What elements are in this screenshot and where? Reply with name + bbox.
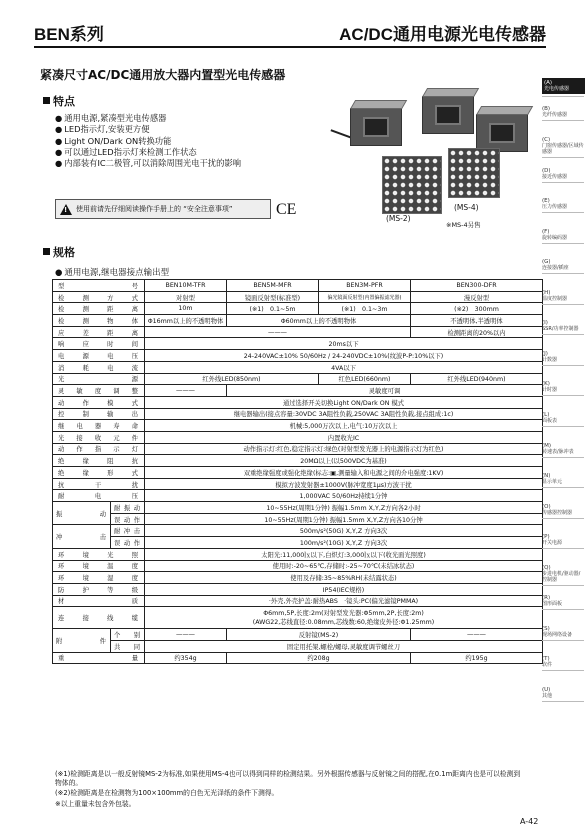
table-cell: (※1) 0.1~5m bbox=[227, 303, 319, 315]
feature-item: ● 内部装有IC二极管,可以消除周围光电干扰的影响 bbox=[55, 158, 241, 169]
table-cell: 500m/s²(50G) X,Y,Z 方向3次 bbox=[145, 525, 543, 537]
table-row bbox=[53, 361, 543, 373]
row-label: 电源电压 bbox=[53, 350, 145, 362]
side-index-label: 其他 bbox=[542, 693, 553, 699]
side-index-tab[interactable] bbox=[542, 198, 585, 210]
series-title: BEN系列 bbox=[34, 25, 104, 44]
side-index-tab[interactable] bbox=[542, 137, 585, 155]
side-index-code: (R) bbox=[542, 595, 551, 601]
footnote: (※2)检测距离是在检测物为100×100mm的白色无光泽纸的条件下测得。 bbox=[55, 789, 279, 797]
side-index-code: (L) bbox=[542, 412, 550, 418]
sensor-body bbox=[350, 108, 402, 146]
table-row bbox=[53, 455, 543, 467]
side-index-code: (D) bbox=[542, 168, 551, 174]
side-index-tab[interactable] bbox=[542, 320, 585, 332]
row-label: 光源 bbox=[53, 373, 145, 385]
row-label: 检测方式 bbox=[53, 291, 145, 303]
table-row bbox=[53, 652, 543, 664]
square-bullet-icon bbox=[43, 248, 50, 255]
table-cell: 使用及存储:35~85%RH(未结露状态) bbox=[145, 572, 543, 584]
side-index-label: 压力传感器 bbox=[542, 204, 568, 210]
spec-table bbox=[52, 279, 543, 664]
side-index-tab[interactable] bbox=[542, 290, 585, 302]
side-index-label: 图形面板 bbox=[542, 601, 563, 607]
cable-line: Φ6mm,5P,长度:2m(对射型发光器:Φ5mm,2P,长度:2m) bbox=[263, 609, 424, 617]
table-cell: 10~55Hz(周期1分钟) 振幅1.5mm X,Y,Z方向各10分钟 bbox=[145, 513, 543, 525]
side-index-label: 计时器 bbox=[542, 387, 558, 393]
model-cell: BEN300-DFR bbox=[411, 280, 543, 292]
table-cell: 对射型 bbox=[145, 291, 227, 303]
table-cell: 通过选择开关切换Light ON/Dark ON 模式 bbox=[145, 396, 543, 408]
side-index-label: 光电传感器 bbox=[544, 86, 570, 92]
row-sublabel: 误动作 bbox=[111, 513, 145, 525]
side-index-code: (N) bbox=[542, 473, 551, 479]
side-index-label: 步进电机/驱动器/控制器 bbox=[542, 571, 581, 583]
product-title: AC/DC通用电源光电传感器 bbox=[339, 25, 546, 44]
row-sublabel: 共同 bbox=[111, 640, 145, 652]
feature-item: ● 可以通过LED指示灯来检测工作状态 bbox=[55, 147, 241, 158]
table-cell: 红外线LED(850nm) bbox=[145, 373, 319, 385]
table-cell: 20MΩ以上(以500VDC为基准) bbox=[145, 455, 543, 467]
table-cell: 固定用托架,螺栓/螺母,灵敏度调节螺丝刀 bbox=[145, 640, 543, 652]
row-label: 抗干扰 bbox=[53, 478, 145, 490]
table-row bbox=[53, 607, 543, 629]
table-row bbox=[53, 291, 543, 303]
table-row bbox=[53, 560, 543, 572]
table-cell: 10~55Hz(周期1分钟) 振幅1.5mm X,Y,Z方向各2小时 bbox=[145, 502, 543, 514]
side-index-tab[interactable] bbox=[542, 534, 585, 546]
table-row bbox=[53, 467, 543, 479]
side-index-tab[interactable] bbox=[542, 78, 585, 94]
table-row bbox=[53, 502, 543, 514]
safety-warning bbox=[55, 199, 271, 219]
spec-heading: 规格 bbox=[43, 244, 75, 260]
row-label: 环境光照 bbox=[53, 548, 145, 560]
row-label: 绝缘形式 bbox=[53, 467, 145, 479]
table-cell: 红色LED(660nm) bbox=[319, 373, 411, 385]
table-cell: 1,000VAC 50/60Hz持续1分钟 bbox=[145, 490, 543, 502]
features-list bbox=[55, 113, 241, 169]
row-label: 材质 bbox=[53, 595, 145, 607]
side-index-label: 连接器/插座 bbox=[542, 265, 569, 271]
row-label: 控制输出 bbox=[53, 408, 145, 420]
feature-item: ● 通用电源,紧凑型光电传感器 bbox=[55, 113, 241, 124]
side-index-label: 开关电源 bbox=[542, 540, 563, 546]
table-cell: Φ16mm以上的不透明物体 bbox=[145, 315, 227, 327]
row-label: 响应时间 bbox=[53, 338, 145, 350]
table-row bbox=[53, 595, 543, 607]
side-index-tab[interactable] bbox=[542, 687, 585, 699]
table-row bbox=[53, 303, 543, 315]
table-row bbox=[53, 396, 543, 408]
row-label: 振动 bbox=[53, 502, 111, 525]
table-cell: 红外线LED(940nm) bbox=[411, 373, 543, 385]
feature-item: ● Light ON/Dark ON转换功能 bbox=[55, 136, 241, 147]
side-index-tab[interactable] bbox=[542, 168, 585, 180]
side-index-code: (H) bbox=[542, 290, 551, 296]
row-label: 防护等级 bbox=[53, 583, 145, 595]
warning-text: 使用前请先仔细阅读操作手册上的 “安全注意事项” bbox=[76, 205, 233, 213]
table-cell: 继电器输出(接点容量:30VDC 3A阻性负载,250VAC 3A阻性负载,接点组成:1c) bbox=[145, 408, 543, 420]
row-label: 应差距离 bbox=[53, 326, 145, 338]
side-index-code: (I) bbox=[542, 320, 548, 326]
table-cell: 反射镜(MS-2) bbox=[227, 629, 411, 641]
table-cell: 动作指示灯:红色,稳定指示灯:绿色(对射型发光器上的电源指示灯为红色) bbox=[145, 443, 543, 455]
table-cell: IP54(IEC规格) bbox=[145, 583, 543, 595]
table-cell: 镜面反射型(标准型) bbox=[227, 291, 319, 303]
table-row bbox=[53, 490, 543, 502]
side-index-label: 接近传感器 bbox=[542, 174, 568, 180]
side-index-tab[interactable] bbox=[542, 259, 585, 271]
table-row bbox=[53, 431, 543, 443]
row-label: 动作指示灯 bbox=[53, 443, 145, 455]
row-label: 环境温度 bbox=[53, 560, 145, 572]
side-index-tab[interactable] bbox=[542, 504, 585, 516]
footnote: ※以上重量未包含外包装。 bbox=[55, 799, 136, 808]
side-index-label: 光纤传感器 bbox=[542, 112, 568, 118]
side-index-code: (C) bbox=[542, 137, 551, 143]
side-index-label: 面板表 bbox=[542, 418, 558, 424]
row-sublabel: 耐冲击 bbox=[111, 525, 145, 537]
side-index-label: 旋转编码器 bbox=[542, 235, 568, 241]
sensor-body bbox=[476, 114, 528, 152]
table-row bbox=[53, 583, 543, 595]
page-number: A-42 bbox=[520, 817, 539, 826]
table-cell: ——— bbox=[145, 385, 227, 397]
row-label: 型号 bbox=[53, 280, 145, 292]
table-row bbox=[53, 525, 543, 537]
table-row bbox=[53, 385, 543, 397]
model-cell: BEN10M-TFR bbox=[145, 280, 227, 292]
side-index-tab[interactable] bbox=[542, 595, 585, 607]
table-cell: 20ms以下 bbox=[145, 338, 543, 350]
table-cell: 10m bbox=[145, 303, 227, 315]
reflector-ms4 bbox=[448, 148, 500, 198]
row-label: 检测物体 bbox=[53, 315, 145, 327]
table-cell: 太阳光:11,000㏓以下,白炽灯:3,000㏓以下(收光面光照度) bbox=[145, 548, 543, 560]
product-photo bbox=[330, 86, 540, 231]
side-index-code: (T) bbox=[542, 656, 550, 662]
side-index-code: (A) bbox=[544, 80, 553, 86]
reflector-ms2 bbox=[382, 156, 442, 214]
row-sublabel: 个别 bbox=[111, 629, 145, 641]
table-cell: 不透明体,半透明体 bbox=[411, 315, 543, 327]
table-cell: (※2) 300mm bbox=[411, 303, 543, 315]
side-index-tab[interactable] bbox=[542, 443, 585, 455]
table-cell: 约354g bbox=[145, 652, 227, 664]
table-row bbox=[53, 513, 543, 525]
side-index-code: (O) bbox=[542, 504, 551, 510]
side-index-tab[interactable] bbox=[542, 229, 585, 241]
table-row bbox=[53, 537, 543, 549]
side-index-code: (E) bbox=[542, 198, 550, 204]
table-cell bbox=[145, 607, 543, 629]
side-index-code: (M) bbox=[542, 443, 552, 449]
table-cell: 约195g bbox=[411, 652, 543, 664]
table-cell: 偏光镜面反射型(内置偏振滤光器) bbox=[319, 291, 411, 303]
side-index-tab[interactable] bbox=[542, 381, 585, 393]
row-label: 连接线缆 bbox=[53, 607, 145, 629]
table-cell: 灵敏度可调 bbox=[227, 385, 543, 397]
table-cell: ——— bbox=[411, 629, 543, 641]
side-index-tab[interactable] bbox=[542, 412, 585, 424]
row-label: 绝缘阻抗 bbox=[53, 455, 145, 467]
table-cell: ——— bbox=[145, 629, 227, 641]
side-index-code: (J) bbox=[542, 351, 548, 357]
side-index-tab[interactable] bbox=[542, 473, 585, 485]
spec-subheading: ● 通用电源,继电器接点输出型 bbox=[55, 266, 169, 278]
table-row bbox=[53, 420, 543, 432]
side-index-label: 传感器控制器 bbox=[542, 510, 573, 516]
side-index-label: 转速表/脉冲表 bbox=[542, 449, 574, 455]
footnote: (※1)检测距离是以一般反射镜MS-2为标准,如果使用MS-4也可以得到同样的检测结果。另外根据传感器与反射镜之间的搭配,在0.1m距离内也是可以检测到物体的。 bbox=[55, 770, 521, 787]
table-cell: 内置收光IC bbox=[145, 431, 543, 443]
table-cell: Φ60mm以上的不透明物体 bbox=[227, 315, 411, 327]
table-cell: 双重绝缘强度或强化绝缘(标志:▣,测量输入和电源之间的介电强度:1KV) bbox=[145, 467, 543, 479]
side-index-code: (F) bbox=[542, 229, 550, 235]
table-cell: 模拟方波发射器±1000V(脉冲宽度1μs)方波干扰 bbox=[145, 478, 543, 490]
table-row bbox=[53, 640, 543, 652]
side-index-label: 软件 bbox=[542, 662, 553, 668]
model-cell: BEN3M-PFR bbox=[319, 280, 411, 292]
table-cell: 100m/s²(10G) X,Y,Z 方向3次 bbox=[145, 537, 543, 549]
side-index-label: SSR/功率控制器 bbox=[542, 326, 579, 332]
model-cell: BEN5M-MFR bbox=[227, 280, 319, 292]
side-index-tab[interactable] bbox=[542, 351, 585, 363]
row-sublabel: 耐振动 bbox=[111, 502, 145, 514]
row-label: 附件 bbox=[53, 629, 111, 652]
table-row bbox=[53, 350, 543, 362]
sensor-body bbox=[422, 96, 474, 134]
table-cell: ——— bbox=[145, 326, 411, 338]
table-row bbox=[53, 315, 543, 327]
table-cell: (※1) 0.1~3m bbox=[319, 303, 411, 315]
table-row bbox=[53, 443, 543, 455]
table-row bbox=[53, 373, 543, 385]
row-label: 重量 bbox=[53, 652, 145, 664]
side-index-code: (U) bbox=[542, 687, 551, 693]
table-row bbox=[53, 280, 543, 292]
row-label: 检测距离 bbox=[53, 303, 145, 315]
square-bullet-icon bbox=[43, 97, 50, 104]
features-heading: 特点 bbox=[43, 93, 75, 109]
feature-item: ● LED指示灯,安装更方便 bbox=[55, 124, 241, 135]
table-row bbox=[53, 408, 543, 420]
side-index-code: (B) bbox=[542, 106, 551, 112]
side-index-label: 计数器 bbox=[542, 357, 558, 363]
page-header bbox=[34, 18, 546, 48]
table-cell: 约208g bbox=[227, 652, 411, 664]
side-index-code: (S) bbox=[542, 626, 550, 632]
row-label: 环境湿度 bbox=[53, 572, 145, 584]
row-label: 继电器寿命 bbox=[53, 420, 145, 432]
side-index-label: 门窗传感器/区域传感器 bbox=[542, 143, 584, 155]
row-label: 灵敏度调整 bbox=[53, 385, 145, 397]
side-index-code: (Q) bbox=[542, 565, 551, 571]
ms4-label: (MS-4) bbox=[454, 203, 479, 212]
side-index-tab[interactable] bbox=[542, 626, 585, 638]
row-label: 耐电压 bbox=[53, 490, 145, 502]
table-cell: 24-240VAC±10% 50/60Hz / 24-240VDC±10%(纹波P-P:10%以下) bbox=[145, 350, 543, 362]
row-sublabel: 误动作 bbox=[111, 537, 145, 549]
side-index-code: (P) bbox=[542, 534, 550, 540]
ms2-label: (MS-2) bbox=[386, 214, 411, 223]
side-index-label: 现场网络设备 bbox=[542, 632, 573, 638]
table-cell: 4VA以下 bbox=[145, 361, 543, 373]
cable-line: (AWG22,芯线直径:0.08mm,芯线数:60,绝缘皮外径:Φ1.25mm) bbox=[252, 618, 435, 626]
ms4-note: ※MS-4另售 bbox=[446, 221, 481, 229]
row-label: 光接收元件 bbox=[53, 431, 145, 443]
table-row bbox=[53, 629, 543, 641]
side-index-tab[interactable] bbox=[542, 656, 585, 668]
side-index-label: 温度控制器 bbox=[542, 296, 568, 302]
side-index-code: (G) bbox=[542, 259, 551, 265]
row-label: 动作模式 bbox=[53, 396, 145, 408]
table-row bbox=[53, 338, 543, 350]
table-cell: 使用时:-20~65℃,存储时:-25~70℃(未结冰状态) bbox=[145, 560, 543, 572]
side-index-tab[interactable] bbox=[542, 565, 585, 583]
table-row bbox=[53, 548, 543, 560]
warning-icon bbox=[60, 204, 72, 215]
table-cell: 机械:5,000万次以上,电气:10万次以上 bbox=[145, 420, 543, 432]
row-label: 消耗电流 bbox=[53, 361, 145, 373]
table-cell: 检测距离的20%以内 bbox=[411, 326, 543, 338]
side-index-code: (K) bbox=[542, 381, 550, 387]
footnotes bbox=[55, 770, 525, 809]
table-row bbox=[53, 326, 543, 338]
side-index-tab[interactable] bbox=[542, 106, 585, 118]
product-subtitle: 紧凑尺寸AC/DC通用放大器内置型光电传感器 bbox=[40, 68, 286, 82]
row-label: 冲击 bbox=[53, 525, 111, 548]
ce-mark: CE bbox=[276, 201, 297, 218]
table-cell: 漫反射型 bbox=[411, 291, 543, 303]
table-row bbox=[53, 478, 543, 490]
table-row bbox=[53, 572, 543, 584]
side-index-label: 显示单元 bbox=[542, 479, 563, 485]
table-cell: ·外壳,外壳护盖:耐热ABS ·镜头:PC(偏光滤镜PMMA) bbox=[145, 595, 543, 607]
